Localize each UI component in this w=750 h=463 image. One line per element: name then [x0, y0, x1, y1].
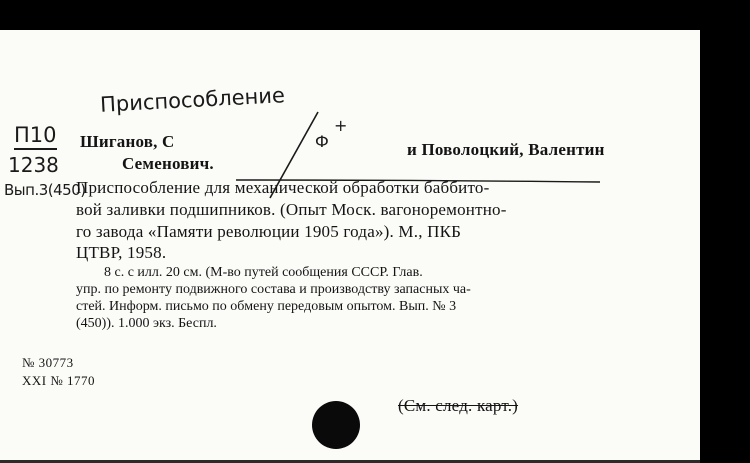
description-line-1: 8 с. с илл. 20 см. (М-во путей сообщения СССР. Глав.	[104, 265, 423, 280]
see-next-card: (См. след. карт.)	[398, 396, 519, 415]
title-line-2: вой заливки подшипников. (Опыт Моск. вагоноремонтно-	[76, 200, 507, 219]
series-number: XXI № 1770	[22, 373, 96, 388]
author-line-1: Шиганов, С	[80, 132, 175, 151]
description-line-2: упр. по ремонту подвижного состава и производству запасных ча-	[76, 282, 471, 297]
handwritten-issue: Вып.3(450)	[4, 181, 86, 199]
handwritten-plus: +	[334, 116, 348, 135]
record-number: № 30773	[22, 355, 74, 370]
punch-hole	[312, 401, 360, 449]
handwritten-shelf-top: П10	[14, 123, 57, 150]
title-line-3: го завода «Памяти революции 1905 года»). М., ПКБ	[76, 222, 462, 241]
title-line-4: ЦТВР, 1958.	[76, 243, 167, 262]
handwritten-subject: Приспособление	[99, 83, 286, 117]
author-line-2: Семенович.	[122, 154, 214, 173]
title-line-1: Приспособление для механической обработки баббито-	[76, 178, 490, 197]
description-line-3: стей. Информ. письмо по обмену передовым опытом. Вып. № 3	[76, 299, 457, 314]
catalog-card	[0, 30, 700, 460]
handwritten-mark: Ф	[315, 132, 329, 151]
author-line-1-coauthor: и Поволоцкий, Валентин	[407, 140, 605, 159]
description-line-4: (450)). 1.000 экз. Беспл.	[76, 316, 217, 331]
handwritten-shelf-bottom: 1238	[8, 153, 59, 177]
